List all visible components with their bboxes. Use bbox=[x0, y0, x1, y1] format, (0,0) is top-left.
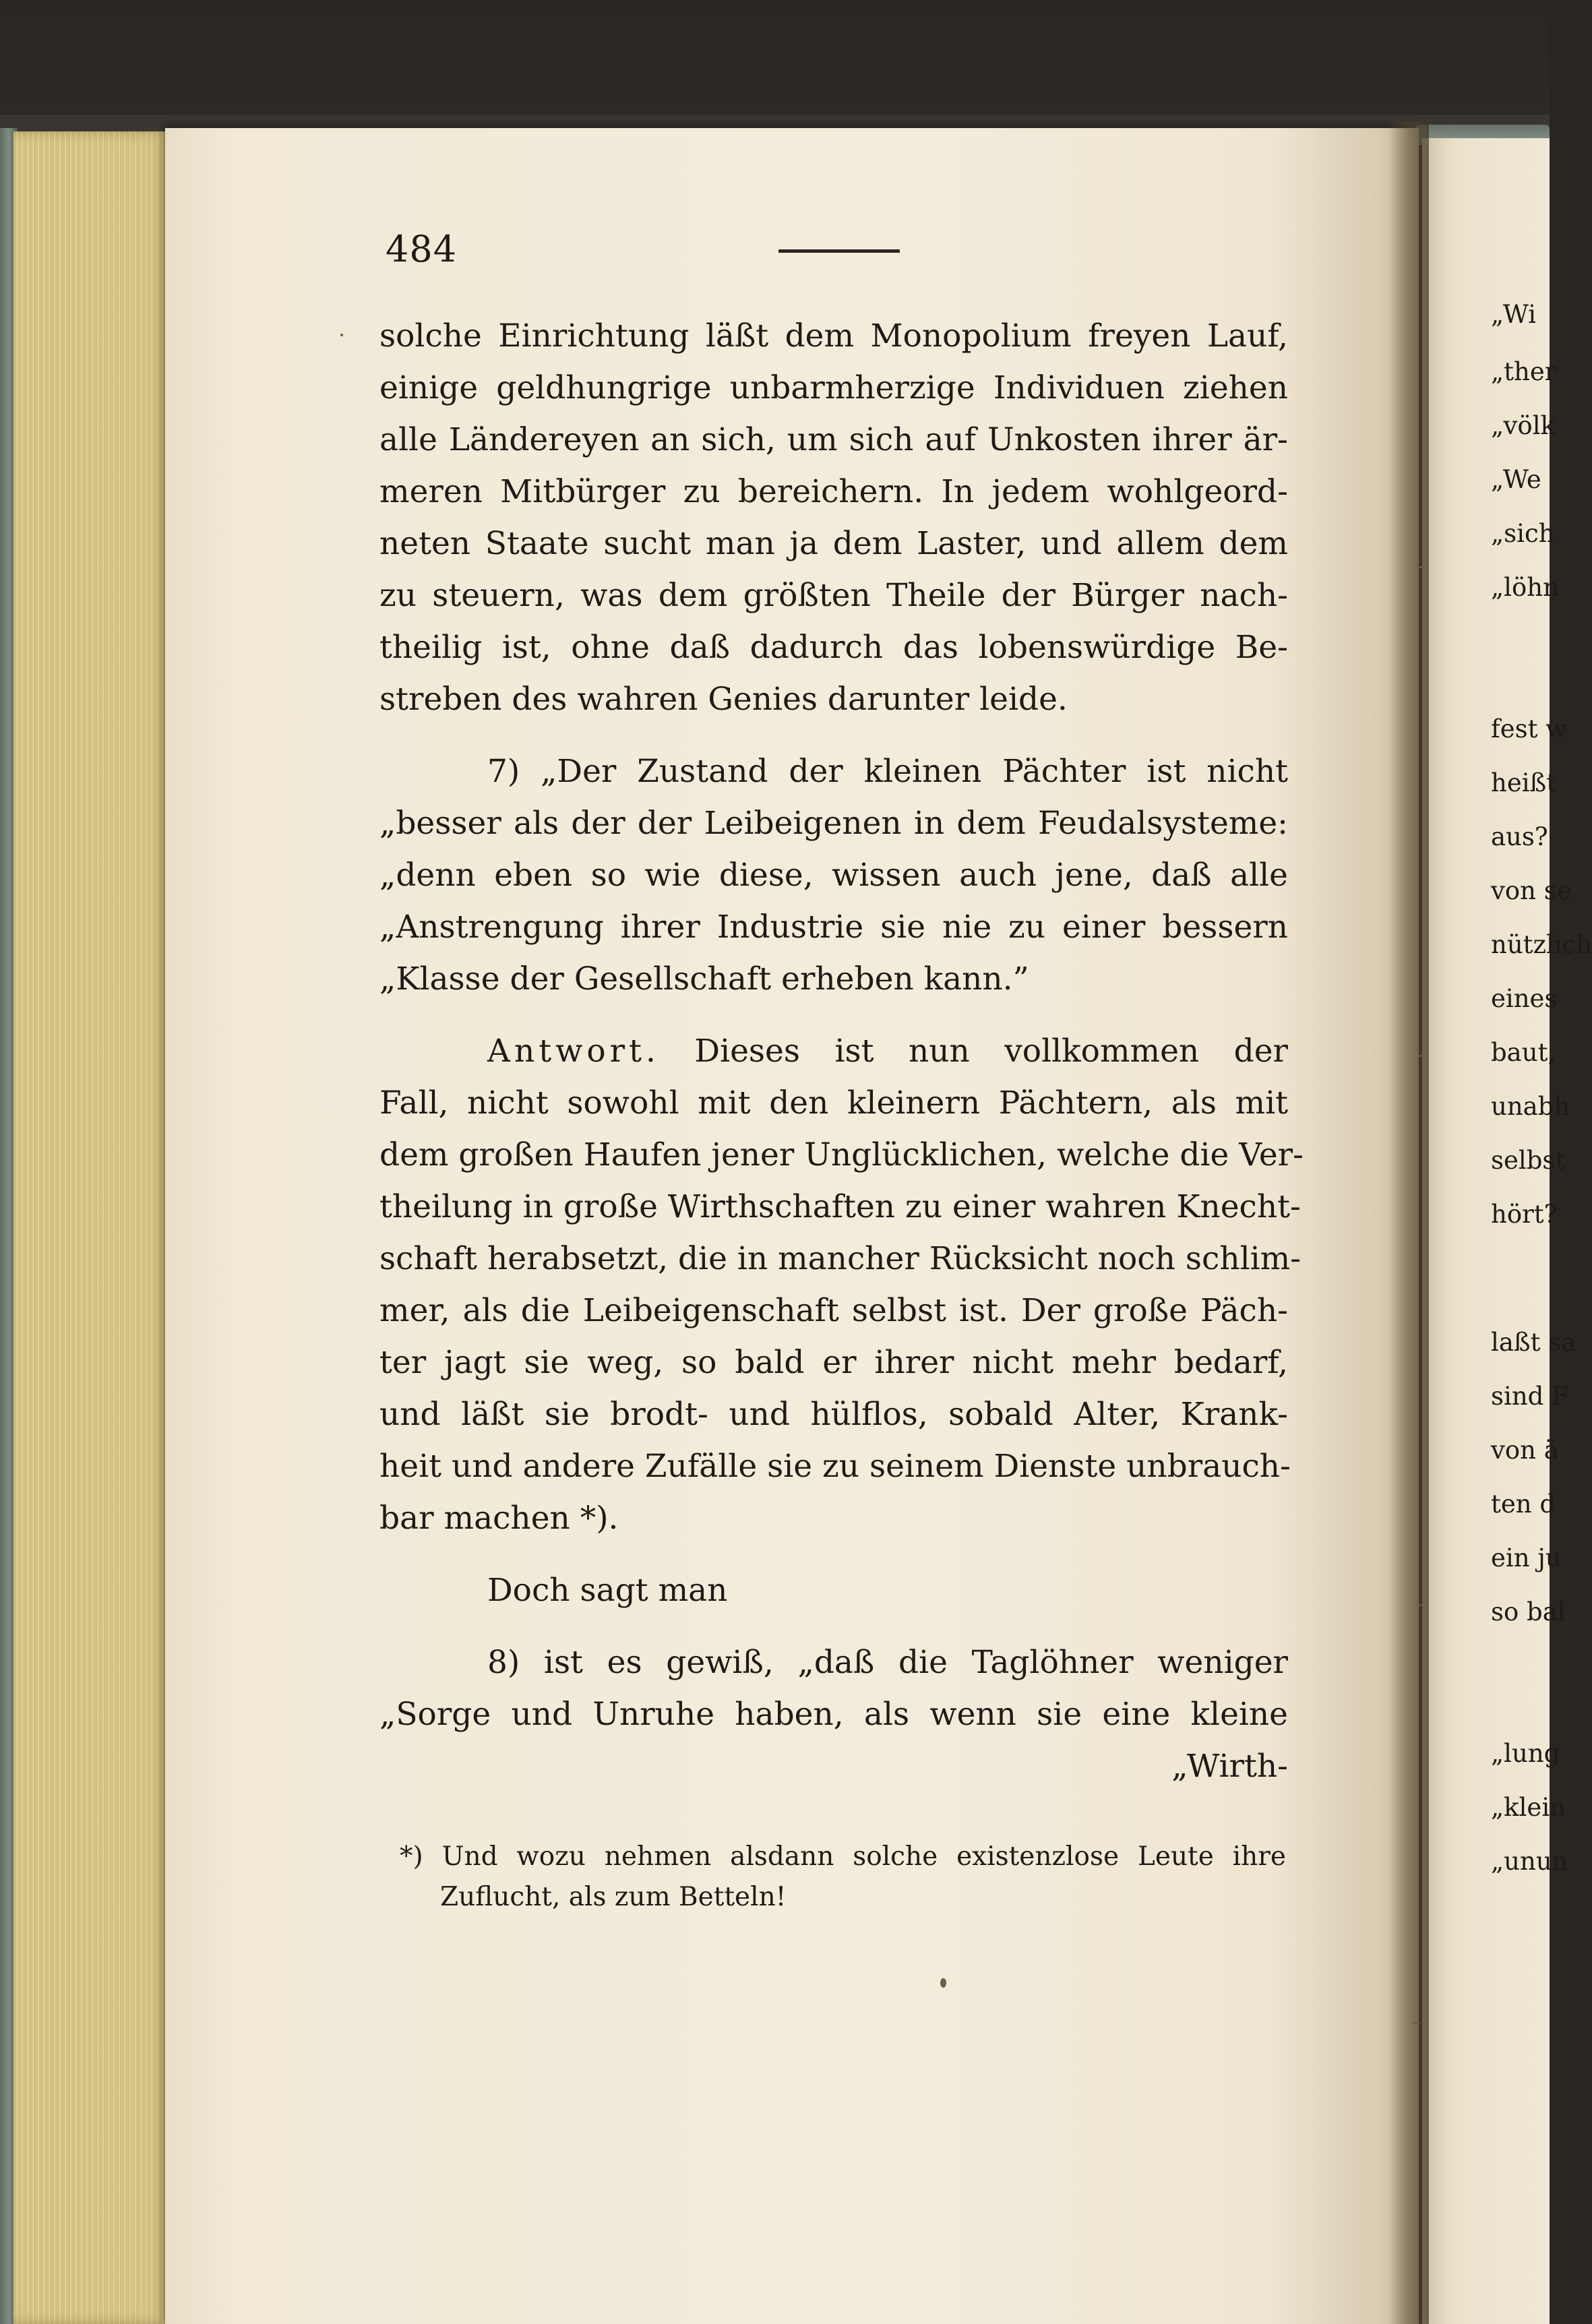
footnote bbox=[379, 1837, 1286, 1918]
right-page-fragment: selbst bbox=[1491, 1146, 1566, 1175]
right-page-fragment: von ä bbox=[1491, 1436, 1559, 1465]
text-line: streben des wahren Genies darunter leide. bbox=[379, 681, 1068, 718]
right-page-fragment: „klein bbox=[1491, 1793, 1566, 1822]
text-line: meren Mitbürger zu bereichern. In jedem wohlgeord- bbox=[379, 473, 1288, 510]
section-7-line: „denn eben so wie diese, wissen auch jene, daß alle bbox=[379, 857, 1288, 894]
text-line: theilig ist, ohne daß dadurch das lobenswürdige Be- bbox=[379, 629, 1288, 666]
answer-line: ter jagt sie weg, so bald er ihrer nicht mehr bedarf, bbox=[379, 1344, 1288, 1381]
section-8-line: „Sorge und Unruhe haben, als wenn sie eine kleine bbox=[379, 1696, 1288, 1733]
right-page-fragment: unabh bbox=[1491, 1092, 1570, 1121]
section-7-line: „Anstrengung ihrer Industrie sie nie zu einer bessern bbox=[379, 909, 1288, 946]
right-page-fragment: „lung bbox=[1491, 1739, 1560, 1768]
right-page-fragment: eines bbox=[1491, 984, 1558, 1013]
footnote-line: Zuflucht, als zum Betteln! bbox=[440, 1882, 787, 1912]
catchword: „Wirth- bbox=[1171, 1748, 1288, 1785]
right-page-fragment: „We bbox=[1491, 465, 1541, 494]
answer-first-rest: Dieses ist nun vollkommen der bbox=[694, 1033, 1288, 1070]
answer-line: mer, als die Leibeigenschaft selbst ist. Der große Päch- bbox=[379, 1292, 1288, 1329]
right-page-fragment: fest w bbox=[1491, 714, 1567, 743]
section-8-line: 8) ist es gewiß, „daß die Taglöhner weniger bbox=[487, 1644, 1288, 1681]
section-7-line: 7) „Der Zustand der kleinen Pächter ist nicht bbox=[487, 753, 1288, 790]
right-page-fragment: heißt bbox=[1491, 768, 1557, 797]
text-line: alle Ländereyen an sich, um sich auf Unkosten ihrer är- bbox=[379, 421, 1288, 458]
answer-line: theilung in große Wirthschaften zu einer wahren Knecht- bbox=[379, 1188, 1301, 1225]
answer-line: und läßt sie brodt- und hülflos, sobald Alter, Krank- bbox=[379, 1396, 1288, 1433]
answer-line: Fall, nicht sowohl mit den kleinern Pächtern, als mit bbox=[379, 1084, 1288, 1122]
text-line: zu steuern, was dem größten Theile der Bürger nach- bbox=[379, 577, 1288, 614]
answer-first-line bbox=[379, 1025, 1288, 1077]
right-page-fragment: baut, bbox=[1491, 1038, 1556, 1067]
answer-line: heit und andere Zufälle sie zu seinem Dienste unbrauch- bbox=[379, 1448, 1291, 1485]
text-line: neten Staate sucht man ja dem Laster, und allem dem bbox=[379, 525, 1288, 562]
main-text bbox=[379, 310, 1304, 1792]
paper-speck bbox=[940, 1978, 946, 1988]
section-7-line: „Klasse der Gesellschaft erheben kann.” bbox=[379, 960, 1029, 998]
right-page-fragment: so bal bbox=[1491, 1597, 1566, 1626]
right-page-fragment: „Wi bbox=[1491, 300, 1537, 329]
transition-line: Doch sagt man bbox=[487, 1572, 728, 1609]
text-line: einige geldhungrige unbarmherzige Individuen ziehen bbox=[379, 369, 1288, 406]
answer-line: dem großen Haufen jener Unglücklichen, welche die Ver- bbox=[379, 1136, 1304, 1173]
answer-line: bar machen *). bbox=[379, 1500, 619, 1537]
paper-speck bbox=[1415, 1604, 1422, 1606]
right-page-fragment: „völk bbox=[1491, 411, 1556, 440]
paper-speck bbox=[1419, 566, 1424, 568]
right-page-fragment: laßt sa bbox=[1491, 1328, 1576, 1357]
right-page-fragment: „ther bbox=[1491, 357, 1557, 386]
right-page-fragment: ten d bbox=[1491, 1490, 1556, 1519]
answer-line: schaft herabsetzt, die in mancher Rücksicht noch schlim- bbox=[379, 1240, 1302, 1277]
paper-speck bbox=[1412, 2022, 1420, 2024]
page-gutter-shadow bbox=[1388, 121, 1429, 2324]
gilded-page-edges bbox=[13, 131, 169, 2324]
right-page-fragment: nützlich bbox=[1491, 930, 1592, 959]
answer-label: Antwort. bbox=[487, 1033, 660, 1070]
right-page-fragment: sind F bbox=[1491, 1382, 1569, 1411]
footnote-line: *) Und wozu nehmen alsdann solche existenzlose Leute ihre bbox=[400, 1841, 1286, 1872]
header-rule bbox=[778, 249, 900, 253]
section-7-line: „besser als der der Leibeigenen in dem Feudalsysteme: bbox=[379, 805, 1288, 842]
right-page-fragment: „unun bbox=[1491, 1847, 1568, 1876]
page-number: 484 bbox=[386, 228, 458, 270]
right-page-fragment: von se bbox=[1491, 876, 1572, 905]
right-page-fragment: ein ju bbox=[1491, 1543, 1562, 1572]
right-page-fragment: „löhn bbox=[1491, 573, 1559, 602]
paper-speck bbox=[340, 334, 343, 336]
paper-speck bbox=[1419, 1055, 1426, 1057]
right-page-fragment: aus? bbox=[1491, 822, 1548, 851]
text-line: solche Einrichtung läßt dem Monopolium freyen Lauf, bbox=[379, 317, 1288, 355]
right-page-fragment: hört? bbox=[1491, 1200, 1558, 1229]
right-page-fragment: „sich bbox=[1491, 519, 1555, 548]
